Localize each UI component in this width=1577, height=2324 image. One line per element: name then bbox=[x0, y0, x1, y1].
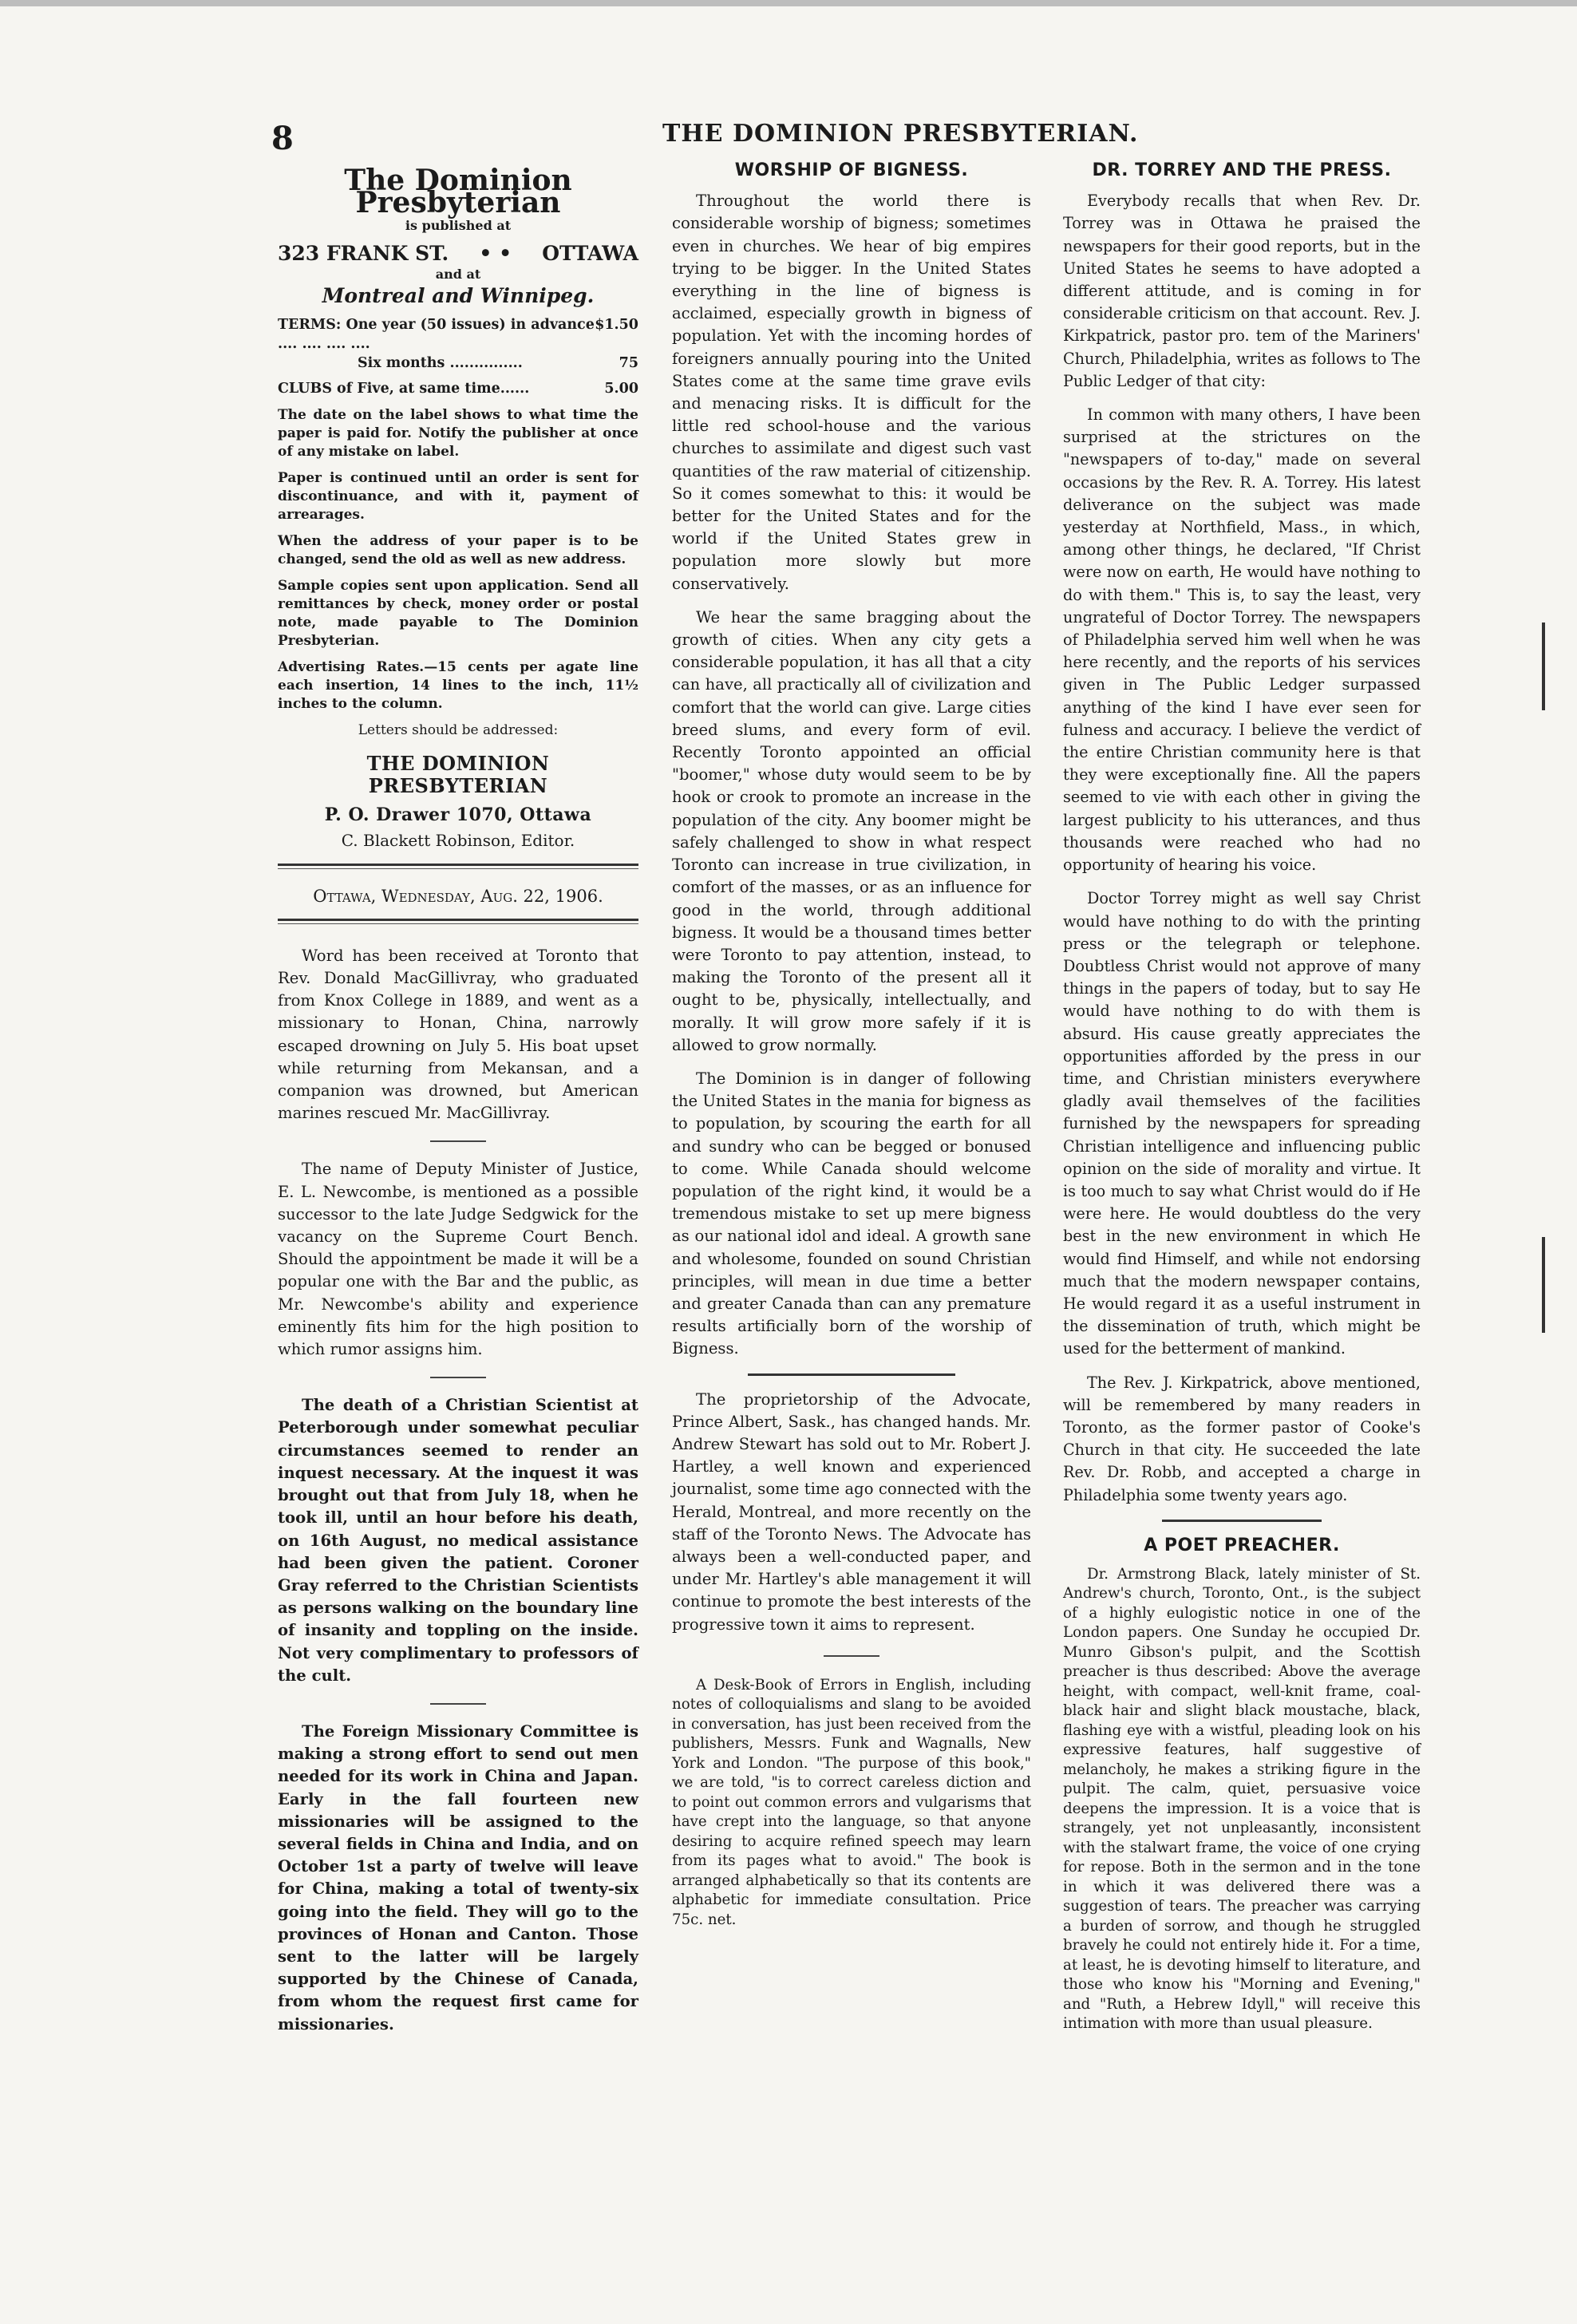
desk-book-notice bbox=[672, 1676, 1031, 1931]
section-separator bbox=[748, 1373, 955, 1376]
terms-value: 5.00 bbox=[604, 380, 638, 397]
news-item: The proprietorship of the Advocate, Prince Albert, Sask., has changed hands. Mr. Andrew Stewart has sold out to Mr. Robert J. Hartley, a well known and experienced journalist, some time ago connected with the Herald, Montreal, and more recently on the staff of the Toronto News. The Advocate has always been a well-conducted paper, and under Mr. Hartley's able management it will continue to promote the best interests of the progressive town it aims to represent. bbox=[672, 1389, 1031, 1634]
margin-bracket-mark bbox=[1542, 622, 1545, 710]
notice-remittances: Sample copies sent upon application. Send all remittances by check, money order or postal note, made payable to The Dominion Presbyterian. bbox=[278, 577, 638, 649]
masthead-cities: Montreal and Winnipeg. bbox=[322, 283, 595, 307]
poet-paragraph: Dr. Armstrong Black, lately minister of St. Andrew's church, Toronto, Ont., is the subject of a highly eulogistic notice in one of the London papers. One Sunday he occupied Dr. Munro Gibson's pulpit, and the Scottish preacher is thus described: Above the average height, with compact, well-knit frame, coal-black hair and slight black moustache, black, flashing eye with a wistful, pleading look on his expressive features, half suggestive of melancholy, he makes a striking figure in the pulpit. The calm, quiet, persuasive voice deepens the impression. It is a voice that is strangely, yet not unpleasantly, inconsistent with the stalwart frame, the voice of one crying for repose. Both in the sermon and in the tone in which it was delivered there was a suggestion of tears. The preacher was carrying a burden of sorrow, and though he struggled bravely he could not entirely hide it. For a time, at least, he is devoting himself to literature, and those who know his "Morning and Evening," and "Ruth, a Hebrew Idyll," will receive this intimation with more than usual pleasure. bbox=[1063, 1565, 1421, 2033]
terms-value: $1.50 bbox=[595, 316, 638, 333]
publisher-name: THE DOMINION PRESBYTERIAN bbox=[366, 751, 550, 798]
masthead-city: OTTAWA bbox=[542, 242, 638, 266]
notice-discontinuance: Paper is continued until an order is sent for discontinuance, and with it, payment of arrearages. bbox=[278, 469, 638, 523]
torrey-paragraph: In common with many others, I have been surprised at the strictures on the "newspapers of to-day," made on several occasions by the Rev. R. A. Torrey. His latest deliverance on the subject was made yesterday at Northfield, Mass., in which, among other things, he declared, "If Christ were now on earth, He would have nothing to do with them." This is, to say the least, very ungrateful of Doctor Torrey. The newspapers of Philadelphia served him well when he was here recently, and the reports of his services given in The Public Ledger surpassed anything of the kind I have ever seen for fulness and accuracy. I believe the verdict of the entire Christian community here is that they were exceptionally fine. All the papers seemed to vie with each other in giving the largest publicity to his utterances, and thus thousands were reached who had no opportunity of hearing his voice. bbox=[1063, 405, 1421, 875]
item-separator bbox=[430, 1703, 486, 1705]
news-item: Word has been received at Toronto that Rev. Donald MacGillivray, who graduated from Knox College in 1889, and went as a missionary to Honan, China, narrowly escaped drowning on July 5. His boat upset while returning from Mekansan, and a companion was drowned, but American marines rescued Mr. MacGillivray. bbox=[278, 946, 638, 1123]
masthead-title: The Dominion Presbyterian bbox=[344, 164, 572, 220]
editor-line: C. Blackett Robinson, Editor. bbox=[341, 831, 575, 851]
terms-row bbox=[278, 315, 638, 354]
torrey-paragraph: The Rev. J. Kirkpatrick, above mentioned, will be remembered by many readers in Toronto, as the former pastor of Cooke's Church in that city. He succeeded the late Rev. Dr. Robb, and accepted a charge in Philadelphia some twenty years ago. bbox=[1063, 1373, 1421, 1504]
torrey-paragraph: Doctor Torrey might as well say Christ would have nothing to do with the printing press or the telegraph or telephone. Doubtless Christ would not approve of many things in the papers of today, but to say He would have nothing to do with them is absurd. His cause greatly appreciates the opportunities afforded by the press in our time, and Christian ministers everywhere gladly avail themselves of the facilities furnished by the newspapers for spreading Christian intelligence and influencing public opinion on the side of morality and virtue. It is too much to say what Christ would do if He were here. He would doubtless do the very best in the new environment in which He would find Himself, and while not endorsing much that the modern newspaper contains, He would regard it as a useful instrument in the dissemination of truth, which might be used for the betterment of mankind. bbox=[1063, 889, 1421, 1358]
running-head: THE DOMINION PRESBYTERIAN. bbox=[662, 120, 1139, 148]
dateline: Ottawa, Wednesday, Aug. 22, 1906. bbox=[313, 886, 603, 906]
worship-paragraph: Throughout the world there is considerable worship of bigness; sometimes even in churches. We hear of big empires trying to be bigger. In the United States everything in the line of bigness is acclaimed, especially growth in bigness of population. Yet with the incoming hordes of foreigners annually pouring into the United States come at the same time grave evils and menacing risks. It is difficult for the little red school-house and the various churches to assimilate and digest such vast quantities of the raw material of citizenship. So it comes somewhat to this: it would be better for the United States and for the world if the United States grew in population more slowly but more conservatively. bbox=[672, 192, 1031, 593]
notice-address-change: When the address of your paper is to be changed, send the old as well as new address. bbox=[278, 532, 638, 567]
torrey-heading: DR. TORREY AND THE PRESS. bbox=[1092, 160, 1392, 180]
margin-bracket-mark bbox=[1542, 1237, 1545, 1333]
section-separator bbox=[1162, 1520, 1322, 1522]
poet-body bbox=[1063, 1565, 1421, 2034]
page-number: 8 bbox=[271, 120, 294, 157]
news-item: The death of a Christian Scientist at Peterborough under somewhat peculiar circumstances seemed to render an inquest necessary. At the inquest it was brought out that from July 18, when he took ill, until an hour before his death, on 16th August, no medical assistance had been given the patient. Coroner Gray referred to the Christian Scientists as persons walking on the boundary line of insanity and toppling on the inside. Not very complimentary to professors of the cult. bbox=[278, 1396, 638, 1685]
news-item: A Desk-Book of Errors in English, including notes of colloquialisms and slang to be avoided in conversation, has just been received from the publishers, Messrs. Funk and Wagnalls, New York and London. "The purpose of this book," we are told, "is to correct careless diction and to point out common errors and vulgarisms that have crept into the language, so that anyone desiring to acquire refined speech may learn from its pages what to avoid." The book is arranged alphabetically so that its contents are alphabetic for immediate consultation. Price 75c. net. bbox=[672, 1676, 1031, 1928]
masthead-and-at: and at bbox=[435, 266, 481, 282]
item-separator bbox=[430, 1377, 486, 1378]
column-1 bbox=[278, 160, 638, 2047]
torrey-paragraph: Everybody recalls that when Rev. Dr. Torrey was in Ottawa he praised the newspapers for their good reports, but in the United States he seems to have adopted a different attitude, and is coming in for considerable criticism on that account. Rev. J. Kirkpatrick, pastor pro. tem of the Mariners' Church, Philadelphia, writes as follows to The Public Ledger of that city: bbox=[1063, 192, 1421, 390]
item-separator bbox=[430, 1140, 486, 1142]
terms-label: TERMS: One year (50 issues) in advance .... .... .... .... bbox=[278, 316, 595, 352]
masthead-bullets: • • bbox=[479, 242, 512, 266]
news-item: The name of Deputy Minister of Justice, E. L. Newcombe, is mentioned as a possible successor to the late Judge Sedgwick for the vacancy on the Supreme Court Bench. Should the appointment be made it will be a popular one with the Bar and the public, as Mr. Newcombe's ability and experience eminently fits him for the high position to which rumor assigns him. bbox=[278, 1160, 638, 1359]
column-3 bbox=[1063, 160, 1421, 2045]
terms-row bbox=[278, 354, 638, 373]
terms-value: 75 bbox=[619, 354, 638, 371]
column-2 bbox=[672, 160, 1031, 1941]
page-top-border bbox=[0, 0, 1577, 6]
dateline-rule bbox=[278, 919, 638, 924]
masthead-street: 323 FRANK ST. bbox=[278, 242, 449, 266]
masthead-rule bbox=[278, 864, 638, 869]
terms-label: Six months ............... bbox=[358, 354, 523, 371]
publisher-box: P. O. Drawer 1070, Ottawa bbox=[324, 804, 592, 826]
notice-advertising: Advertising Rates.—15 cents per agate line each insertion, 14 lines to the inch, 11½ inches to the column. bbox=[278, 658, 638, 712]
terms-row bbox=[278, 379, 638, 398]
masthead-published-at: is published at bbox=[405, 218, 512, 234]
poet-heading: A POET PREACHER. bbox=[1144, 1535, 1340, 1555]
terms-label: CLUBS of Five, at same time...... bbox=[278, 380, 530, 397]
worship-heading: WORSHIP OF BIGNESS. bbox=[734, 160, 969, 180]
worship-paragraph: The Dominion is in danger of following the United States in the mania for bigness as to population, by scouring the earth for all and sundry who can be begged or bonused to come. While Canada should welcome population of the right kind, it would be a tremendous mistake to set up mere bigness as our national idol and ideal. A growth sane and wholesome, founded on sound Christian principles, will mean in due time a better and greater Canada than can any premature results artificially born of the worship of Bigness. bbox=[672, 1069, 1031, 1358]
letters-line: Letters should be addressed: bbox=[358, 721, 559, 738]
notice-label-date: The date on the label shows to what time the paper is paid for. Notify the publisher at once of any mistake on label. bbox=[278, 406, 638, 460]
news-item: The Foreign Missionary Committee is making a strong effort to send out men needed for its work in China and Japan. Early in the fall fourteen new missionaries will be assigned to the several fields in China and India, and on October 1st a party of twelve will leave for China, making a total of twenty-six going into the field. They will go to the provinces of Honan and Canton. Those sent to the latter will be largely supported by the Chinese of Canada, from whom the request first came for missionaries. bbox=[278, 1721, 638, 2034]
worship-paragraph: We hear the same bragging about the growth of cities. When any city gets a considerable population, it has all that a city can have, all practically all of civilization and comfort that the world can give. Large cities breed slums, and every form of evil. Recently Toronto appointed an official "boomer," whose duty would seem to be by hook or crook to promote an increase in the population of the city. Any boomer might be safely challenged to show in what respect Toronto can increase in true civilization, in comfort of the masses, or as an influence for good in the world, through additional bigness. It would be a thousand times better were Toronto to pay attention, instead, to making the Toronto of the present all it ought to be, physically, intellectually, and morally. It will grow more safely if it is allowed to grow normally. bbox=[672, 607, 1031, 1054]
item-separator bbox=[824, 1655, 879, 1657]
terms-table bbox=[278, 315, 638, 398]
masthead-address-row bbox=[278, 243, 638, 265]
